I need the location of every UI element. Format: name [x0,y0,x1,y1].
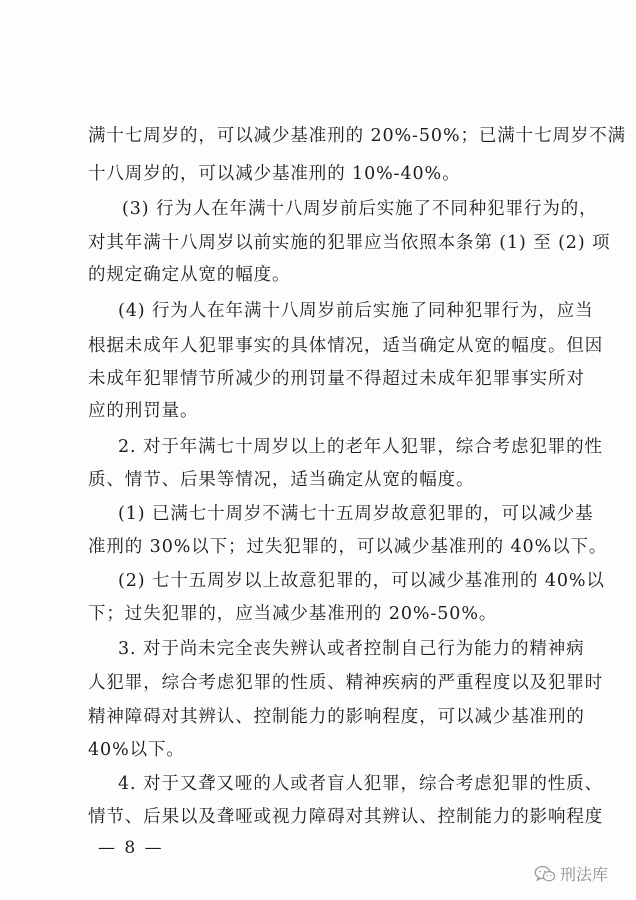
text-line-5: 的规定确定从宽的幅度。 [88,265,291,285]
text-line-18: 精神障碍对其辨认、控制能力的影响程度，可以减少基准刑的 [88,707,585,727]
text-line-16: 3. 对于尚未完全丧失辨认或者控制自己行为能力的精神病 [118,639,585,659]
page-number: — 8 — [98,838,164,858]
text-line-20: 4. 对于又聋又哑的人或者盲人犯罪，综合考虑犯罪的性质、 [118,774,603,794]
text-line-17: 人犯罪，综合考虑犯罪的性质、精神疾病的严重程度以及犯罪时 [88,673,604,693]
text-line-12: (1) 已满七十周岁不满七十五周岁故意犯罪的，可以减少基 [118,504,594,524]
watermark [534,862,608,885]
text-line-1: 满十七周岁的，可以减少基准刑的 20%-50%；已满十七周岁不满 [88,126,627,146]
text-line-3: (3) 行为人在年满十八周岁前后实施了不同种犯罪行为的， [122,199,598,219]
text-line-9: 应的刑罚量。 [88,401,199,421]
text-line-10: 2. 对于年满七十周岁以上的老年人犯罪，综合考虑犯罪的性 [118,437,603,457]
text-line-7: 根据未成年人犯罪事实的具体情况，适当确定从宽的幅度。但因 [88,336,604,356]
text-line-11: 质、情节、后果等情况，适当确定从宽的幅度。 [88,470,475,490]
text-line-8: 未成年犯罪情节所减少的刑罚量不得超过未成年犯罪事实所对 [88,369,585,389]
text-line-13: 准刑的 30%以下；过失犯罪的，可以减少基准刑的 40%以下。 [88,537,608,557]
watermark-text: 刑法库 [559,865,608,884]
text-line-2: 十八周岁的，可以减少基准刑的 10%-40%。 [88,164,461,184]
text-line-14: (2) 七十五周岁以上故意犯罪的，可以减少基准刑的 40%以 [118,571,605,591]
text-line-19: 40%以下。 [88,740,185,760]
text-line-15: 下；过失犯罪的，应当减少基准刑的 20%-50%。 [88,604,498,624]
text-line-21: 情节、后果以及聋哑或视力障碍对其辨认、控制能力的影响程度 [88,807,604,827]
wechat-icon [534,865,556,883]
text-line-6: (4) 行为人在年满十八周岁前后实施了同种犯罪行为，应当 [118,301,594,321]
text-line-4: 对其年满十八周岁以前实施的犯罪应当依照本条第 (1) 至 (2) 项 [88,233,611,253]
